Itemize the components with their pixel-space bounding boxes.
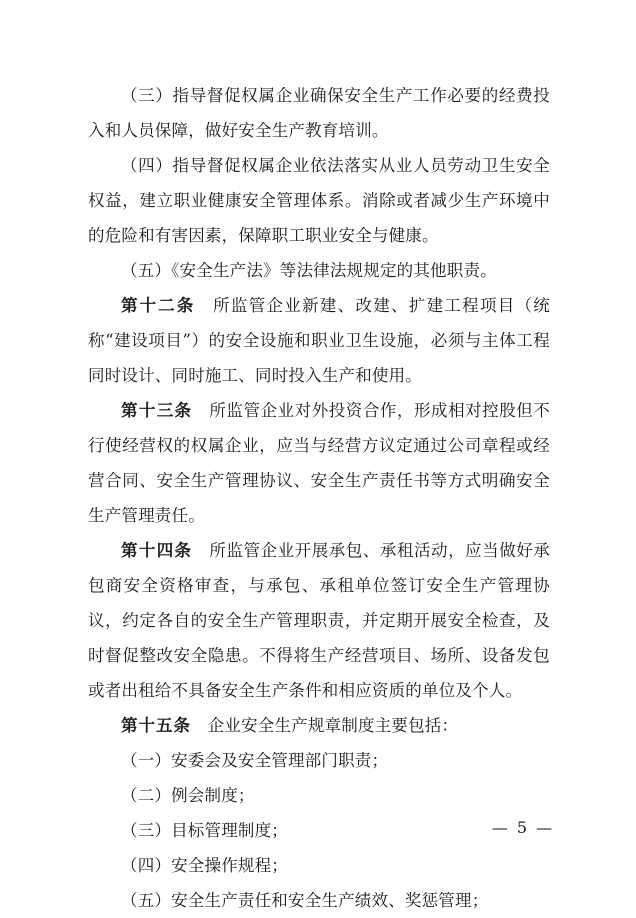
paragraph-text: （三）目标管理制度； [121,821,288,840]
paragraph-item-15-5 [88,883,550,918]
paragraph-article-14 [88,533,550,708]
paragraph-item-15-1 [88,743,550,778]
article-label: 第十三条 [121,401,193,420]
article-label: 第十二条 [121,296,196,315]
paragraph-text: 企业安全生产规章制度主要包括： [191,716,459,735]
paragraph-item-15-4 [88,848,550,883]
paragraph-text: 所监管企业开展承包、承租活动，应当做好承包商安全资格审查，与承包、承租单位签订安全生产管理协议，约定各自的安全生产管理职责，并定期开展安全检查，及时督促整改安全隐患。不得将生产经营项目、场所、设备发包或者出租给不具备安全生产条件和相应资质的单位及个人。 [88,541,551,700]
paragraph-text: （五）《安全生产法》等法律法规规定的其他职责。 [121,261,497,280]
paragraph-item-3 [88,78,550,148]
paragraph-text: 所监管企业对外投资合作，形成相对控股但不行使经营权的权属企业，应当与经营方议定通过公司章程或经营合同、安全生产管理协议、安全生产责任书等方式明确安全生产管理责任。 [88,401,551,525]
paragraph-text: （四）安全操作规程； [121,856,288,875]
paragraph-article-15 [88,708,550,743]
page-number: — 5 — [491,818,555,837]
paragraph-article-12 [88,288,550,393]
paragraph-text: （一）安委会及安全管理部门职责； [121,751,389,770]
paragraph-item-4 [88,148,550,253]
article-label: 第十五条 [121,716,191,735]
paragraph-item-5 [88,253,550,288]
paragraph-text: （三）指导督促权属企业确保安全生产工作必要的经费投入和人员保障，做好安全生产教育培训。 [88,86,550,140]
paragraph-text: （四）指导督促权属企业依法落实从业人员劳动卫生安全权益，建立职业健康安全管理体系。消除或者减少生产环境中的危险和有害因素，保障职工职业安全与健康。 [88,156,550,245]
paragraph-text: （五）安全生产责任和安全生产绩效、奖惩管理； [121,891,489,910]
paragraph-item-15-2 [88,778,550,813]
paragraph-article-13 [88,393,550,533]
paragraph-text: （二）例会制度； [121,786,255,805]
paragraph-text: 所监管企业新建、改建、扩建工程项目（统称“建设项目”）的安全设施和职业卫生设施，必须与主体工程同时设计、同时施工、同时投入生产和使用。 [88,296,551,385]
article-label: 第十四条 [121,541,193,560]
page-footer [0,818,636,837]
document-body [88,78,550,918]
